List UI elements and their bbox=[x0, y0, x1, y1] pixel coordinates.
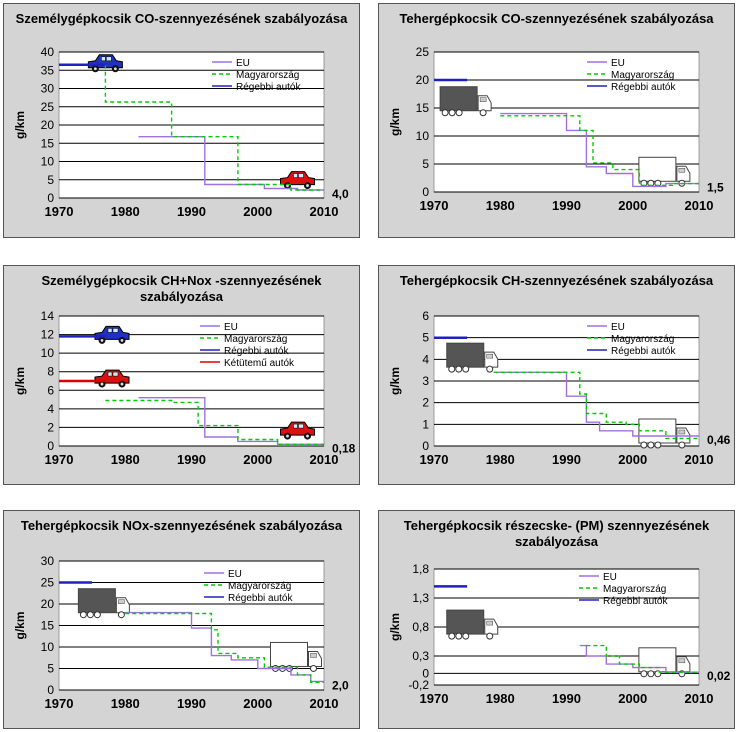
x-tick-label: 2000 bbox=[243, 204, 273, 219]
y-tick-label: 0 bbox=[47, 191, 54, 205]
y-tick-label: 0,3 bbox=[412, 649, 429, 663]
y-axis-label: g/km bbox=[388, 366, 402, 396]
y-tick-label: 30 bbox=[40, 554, 54, 568]
chart-title: Személygépkocsik CH+Nox -szennyezésének szabályozása bbox=[41, 273, 322, 304]
legend-label: Magyarország bbox=[236, 70, 300, 81]
x-tick-label: 2010 bbox=[684, 691, 714, 706]
legend-label: Magyarország bbox=[611, 70, 675, 81]
legend-label: Régebbi autók bbox=[603, 596, 668, 607]
y-axis-label: g/km bbox=[13, 366, 27, 396]
chart-title: Tehergépkocsik részecske- (PM) szennyezésének szabályozása bbox=[403, 518, 710, 549]
y-tick-label: 10 bbox=[40, 346, 54, 361]
legend-label: Magyarország bbox=[224, 334, 288, 345]
chart-title: Tehergépkocsik NOx-szennyezésének szabályozása bbox=[20, 518, 343, 533]
x-tick-label: 2000 bbox=[618, 691, 648, 706]
y-tick-label: 15 bbox=[415, 101, 429, 115]
x-tick-label: 1980 bbox=[485, 691, 515, 706]
x-tick-label: 2000 bbox=[243, 696, 273, 711]
y-axis-label: g/km bbox=[13, 611, 27, 640]
x-tick-label: 1990 bbox=[177, 204, 206, 219]
chart-title: Személygépkocsik CO-szennyezésének szabályozása bbox=[15, 11, 348, 26]
x-tick-label: 2010 bbox=[309, 452, 339, 467]
legend-label: Magyarország bbox=[611, 334, 675, 345]
y-tick-label: 0 bbox=[422, 185, 429, 199]
y-tick-label: 12 bbox=[40, 327, 54, 342]
chart-svg bbox=[4, 4, 361, 239]
y-tick-label: 0,8 bbox=[412, 620, 429, 634]
y-tick-label: 10 bbox=[40, 154, 54, 169]
y-axis-label: g/km bbox=[13, 110, 27, 140]
y-tick-label: 0 bbox=[422, 666, 429, 681]
chart-svg bbox=[4, 511, 361, 730]
y-axis-label: g/km bbox=[388, 107, 402, 137]
x-tick-label: 2000 bbox=[618, 198, 648, 213]
y-tick-label: 6 bbox=[47, 383, 54, 398]
chart-title: Tehergépkocsik CH-szennyezésének szabályozása bbox=[399, 273, 714, 288]
legend-label: EU bbox=[603, 572, 617, 583]
legend-label: Magyarország bbox=[228, 581, 292, 592]
y-tick-label: 0 bbox=[422, 439, 429, 453]
x-tick-label: 1990 bbox=[552, 691, 581, 706]
y-tick-label: 20 bbox=[415, 73, 429, 87]
x-tick-label: 1990 bbox=[552, 452, 581, 467]
end-value-label: 1,5 bbox=[707, 180, 724, 195]
y-tick-label: 4 bbox=[47, 401, 54, 416]
y-tick-label: 15 bbox=[40, 618, 54, 633]
legend-label: Kétütemű autók bbox=[224, 358, 295, 369]
y-tick-label: 10 bbox=[415, 129, 429, 143]
y-tick-label: 25 bbox=[40, 575, 54, 590]
chart-panel-truck-co bbox=[378, 3, 735, 238]
y-tick-label: -0,2 bbox=[408, 678, 429, 692]
legend-label: Régebbi autók bbox=[228, 593, 293, 604]
x-tick-label: 2010 bbox=[309, 204, 339, 219]
y-tick-label: 0 bbox=[47, 439, 54, 453]
y-tick-label: 8 bbox=[47, 364, 54, 379]
end-value-label: 2,0 bbox=[332, 678, 349, 693]
y-tick-label: 15 bbox=[40, 136, 54, 151]
x-tick-label: 2010 bbox=[684, 198, 714, 213]
end-value-label: 0,46 bbox=[707, 433, 731, 448]
y-tick-label: 1,3 bbox=[412, 591, 429, 605]
y-tick-label: 14 bbox=[40, 309, 54, 323]
y-tick-label: 5 bbox=[422, 330, 429, 345]
legend-label: Régebbi autók bbox=[236, 82, 301, 93]
x-tick-label: 1970 bbox=[419, 452, 449, 467]
y-axis-label: g/km bbox=[388, 612, 402, 642]
chart-svg bbox=[379, 511, 736, 730]
chart-panel-truck-nox bbox=[3, 510, 360, 729]
x-tick-label: 1980 bbox=[110, 204, 140, 219]
y-tick-label: 30 bbox=[40, 81, 54, 96]
y-tick-label: 0 bbox=[47, 683, 54, 697]
x-tick-label: 2000 bbox=[618, 452, 648, 467]
chart-panel-truck-ch bbox=[378, 265, 735, 485]
legend-label: EU bbox=[236, 58, 250, 69]
legend-label: EU bbox=[611, 322, 625, 333]
y-tick-label: 1,8 bbox=[412, 562, 429, 576]
chart-panel-truck-pm bbox=[378, 510, 735, 729]
y-tick-label: 2 bbox=[422, 395, 429, 410]
chart-panel-car-chnox bbox=[3, 265, 360, 485]
x-tick-label: 2000 bbox=[243, 452, 273, 467]
legend-label: Régebbi autók bbox=[611, 82, 676, 93]
y-tick-label: 40 bbox=[40, 45, 54, 59]
y-tick-label: 1 bbox=[422, 417, 429, 432]
x-tick-label: 2010 bbox=[684, 452, 714, 467]
chart-panel-car-co bbox=[3, 3, 360, 238]
legend-label: Magyarország bbox=[603, 584, 667, 595]
x-tick-label: 1970 bbox=[419, 691, 449, 706]
x-tick-label: 2010 bbox=[309, 696, 339, 711]
x-tick-label: 1970 bbox=[44, 696, 74, 711]
y-tick-label: 6 bbox=[422, 309, 429, 323]
legend-label: EU bbox=[228, 569, 242, 580]
x-tick-label: 1980 bbox=[110, 452, 140, 467]
x-tick-label: 1970 bbox=[44, 204, 74, 219]
end-value-label: 4,0 bbox=[332, 186, 349, 201]
y-tick-label: 10 bbox=[40, 640, 54, 654]
y-tick-label: 20 bbox=[40, 118, 54, 132]
x-tick-label: 1990 bbox=[177, 696, 206, 711]
x-tick-label: 1980 bbox=[485, 452, 515, 467]
y-tick-label: 20 bbox=[40, 597, 54, 611]
y-tick-label: 35 bbox=[40, 63, 54, 78]
y-tick-label: 25 bbox=[415, 45, 429, 59]
x-tick-label: 1970 bbox=[44, 452, 74, 467]
y-tick-label: 4 bbox=[422, 352, 429, 367]
legend-label: Régebbi autók bbox=[611, 346, 676, 357]
chart-title: Tehergépkocsik CO-szennyezésének szabályozása bbox=[399, 11, 714, 26]
x-tick-label: 1980 bbox=[485, 198, 515, 213]
x-tick-label: 1990 bbox=[552, 198, 581, 213]
chart-svg bbox=[4, 266, 361, 486]
chart-svg bbox=[379, 266, 736, 486]
x-tick-label: 1990 bbox=[177, 452, 206, 467]
x-tick-label: 1970 bbox=[419, 198, 449, 213]
legend-label: Régebbi autók bbox=[224, 346, 289, 357]
y-tick-label: 2 bbox=[47, 420, 54, 435]
end-value-label: 0,18 bbox=[332, 441, 356, 456]
y-tick-label: 5 bbox=[47, 172, 54, 187]
end-value-label: 0,02 bbox=[707, 669, 731, 684]
chart-svg bbox=[379, 4, 736, 239]
x-tick-label: 1980 bbox=[110, 696, 140, 711]
y-tick-label: 25 bbox=[40, 99, 54, 114]
legend-label: EU bbox=[224, 322, 238, 333]
legend-label: EU bbox=[611, 58, 625, 69]
y-tick-label: 5 bbox=[47, 661, 54, 676]
y-tick-label: 3 bbox=[422, 374, 429, 388]
y-tick-label: 5 bbox=[422, 157, 429, 171]
